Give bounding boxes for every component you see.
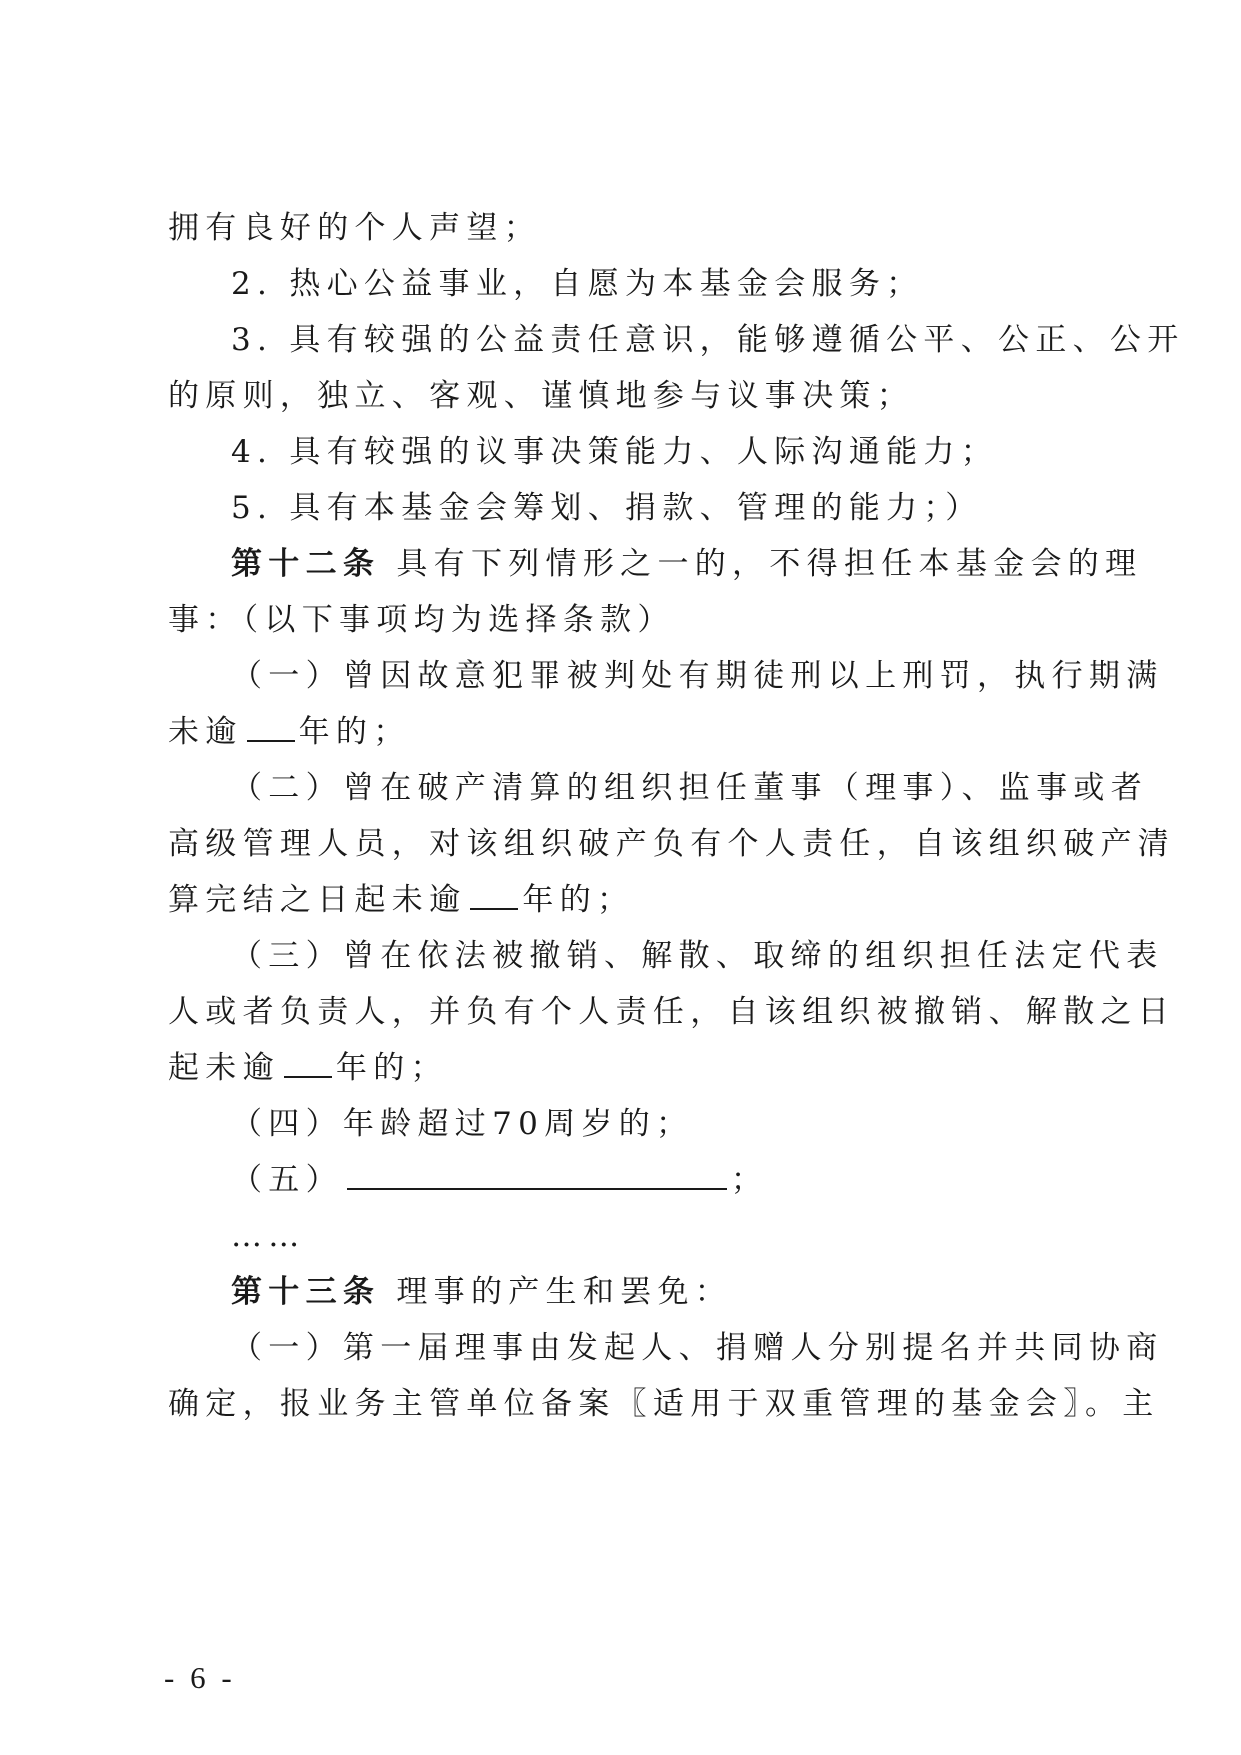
text-segment: 年的； (298, 714, 411, 750)
clause-item: （三）曾在依法被撤销、解散、取缔的组织担任法定代表 (231, 938, 1164, 974)
fill-in-blank (247, 716, 295, 742)
text-line (168, 712, 411, 752)
text-segment: 年的； (522, 882, 635, 918)
text-line: 拥有良好的个人声望； (168, 210, 541, 246)
page-number: - 6 - (164, 1660, 236, 1695)
clause-item (231, 1160, 768, 1200)
clause-item: （四）年龄超过70周岁的； (231, 1106, 694, 1142)
article-text: 具有下列情形之一的，不得担任本基金会的理 (380, 546, 1143, 582)
fill-in-blank (284, 1052, 332, 1078)
text-segment: （五） (231, 1162, 343, 1198)
article-heading: 第十二条 (231, 546, 381, 582)
fill-in-blank (470, 884, 518, 910)
list-item: 4. 具有较强的议事决策能力、人际沟通能力； (231, 434, 999, 470)
article-text: 理事的产生和罢免： (380, 1274, 733, 1310)
text-segment: 算完结之日起未逾 (168, 882, 467, 918)
text-line (168, 880, 634, 920)
clause-item: （一）曾因故意犯罪被判处有期徒刑以上刑罚，执行期满 (231, 658, 1164, 694)
text-segment: ； (730, 1162, 769, 1198)
text-line: 事：（以下事项均为选择条款） (168, 602, 675, 638)
text-segment: 起未逾 (168, 1050, 280, 1086)
text-line: 的原则，独立、客观、谨慎地参与议事决策； (168, 378, 914, 414)
text-line (168, 1048, 448, 1088)
ellipsis: …… (231, 1218, 306, 1254)
text-segment: 年的； (335, 1050, 448, 1086)
article-heading: 第十三条 (231, 1274, 381, 1310)
clause-item: （二）曾在破产清算的组织担任董事（理事）、监事或者 (231, 770, 1148, 806)
text-segment: 未逾 (168, 714, 243, 750)
article-13-line (231, 1272, 732, 1312)
article-12-line (231, 544, 1142, 584)
text-line: 确定，报业务主管单位备案〖适用于双重管理的基金会〗。主 (168, 1386, 1160, 1422)
clause-item: （一）第一届理事由发起人、捐赠人分别提名并共同协商 (231, 1330, 1164, 1366)
list-item: 3. 具有较强的公益责任意识，能够遵循公平、公正、公开 (231, 322, 1185, 358)
list-item: 2. 热心公益事业，自愿为本基金会服务； (231, 266, 924, 302)
text-line: 人或者负责人，并负有个人责任，自该组织被撤销、解散之日 (168, 994, 1176, 1030)
fill-in-blank (347, 1164, 727, 1190)
list-item: 5. 具有本基金会筹划、捐款、管理的能力；） (231, 490, 983, 526)
text-line: 高级管理人员，对该组织破产负有个人责任，自该组织破产清 (168, 826, 1176, 862)
